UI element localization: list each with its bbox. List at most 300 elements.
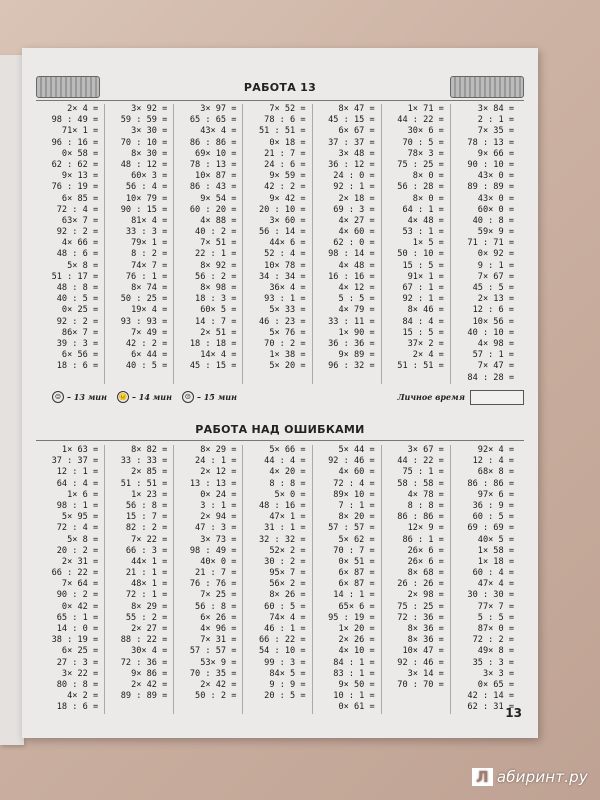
exercise-item: 50 : 10 =: [397, 249, 444, 260]
exercise-item: 76 : 1 =: [125, 271, 168, 282]
exercise-item: 14 : 7 =: [195, 316, 237, 327]
exercise-item: 21 : 7 =: [264, 148, 306, 159]
exercise-item: 84 : 28 =: [467, 372, 514, 383]
exercise-item: 37 : 37 =: [328, 137, 375, 148]
exercise-item: 9× 54 =: [200, 193, 237, 204]
exercise-item: 92 : 46 =: [397, 657, 444, 668]
exercise-item: 2× 4 =: [412, 350, 444, 361]
exercise-item: 0× 25 =: [61, 305, 99, 316]
exercise-item: 57 : 1 =: [472, 350, 514, 361]
exercise-item: 14 : 0 =: [56, 624, 99, 634]
exercise-item: 26× 6 =: [407, 556, 444, 567]
section1-header: [36, 76, 524, 98]
exercise-item: 70 : 2 =: [264, 338, 306, 349]
exercise-item: 92 : 2 =: [56, 316, 99, 327]
exercise-item: 8× 92 =: [200, 260, 237, 271]
exercise-item: 80 : 8 =: [56, 679, 99, 690]
exercise-item: 74× 4 =: [269, 612, 306, 623]
exercise-item: 92 : 1 =: [402, 294, 444, 305]
exercise-item: 44× 1 =: [131, 556, 168, 567]
exercise-item: 90 : 2 =: [56, 590, 99, 601]
exercise-item: 9 : 9 =: [269, 679, 306, 690]
smile-face-icon: ☺: [52, 391, 64, 403]
exercise-item: 96 : 16 =: [51, 137, 99, 148]
exercise-item: 9× 59 =: [269, 171, 306, 182]
exercise-item: 20 : 10 =: [258, 204, 306, 215]
exercise-item: 4× 79 =: [338, 305, 375, 316]
sad-face-icon: ☹: [182, 391, 194, 403]
workbook-page: [22, 48, 538, 738]
exercise-item: 3 : 1 =: [200, 500, 237, 511]
exercise-item: 4× 27 =: [338, 215, 375, 226]
exercise-item: 37 : 37 =: [51, 456, 99, 467]
exercise-item: 1× 18 =: [477, 556, 514, 567]
exercise-item: 45 : 15 =: [328, 115, 375, 126]
exercise-item: 57 : 57 =: [328, 523, 375, 534]
exercise-item: 36× 4 =: [269, 283, 306, 293]
exercise-item: 2× 18 =: [338, 193, 375, 204]
exercise-item: 0× 18 =: [269, 137, 306, 148]
exercise-item: 64 : 1 =: [402, 204, 444, 215]
exercise-item: 60× 0 =: [477, 204, 514, 215]
exercise-item: 72 : 36 =: [397, 612, 444, 623]
exercise-item: 9× 50 =: [338, 679, 375, 690]
exercise-column: [313, 104, 382, 384]
watermark-logo-letter: Л: [472, 768, 493, 786]
exercise-item: 90 : 15 =: [120, 204, 168, 215]
section2-exercises: [36, 445, 520, 714]
exercise-item: 5× 62 =: [338, 534, 375, 545]
exercise-item: 72 : 4 =: [56, 523, 99, 534]
exercise-item: 36 : 36 =: [328, 338, 375, 349]
exercise-item: 6× 26 =: [200, 612, 237, 623]
exercise-item: 10× 79 =: [125, 193, 168, 204]
exercise-column: [243, 445, 312, 714]
exercise-item: 56 : 2 =: [195, 271, 237, 282]
exercise-item: 3× 92 =: [131, 104, 168, 114]
exercise-item: 92 : 1 =: [333, 182, 375, 193]
exercise-item: 7 : 1 =: [338, 500, 375, 511]
exercise-item: 8× 98 =: [200, 283, 237, 293]
exercise-item: 66 : 22 =: [51, 568, 99, 579]
exercise-item: 8 : 8 =: [407, 500, 444, 511]
page-number: 13: [505, 706, 522, 720]
exercise-item: 89 : 89 =: [120, 691, 168, 702]
exercise-item: 8× 47 =: [338, 104, 375, 114]
exercise-item: 1× 90 =: [338, 327, 375, 338]
exercise-item: 60× 5 =: [200, 305, 237, 316]
exercise-item: 86 : 86 =: [189, 137, 237, 148]
exercise-item: 40 : 10 =: [467, 327, 514, 338]
exercise-item: 60 : 20 =: [189, 204, 237, 215]
exercise-item: 24 : 1 =: [195, 456, 237, 467]
exercise-item: 47× 1 =: [269, 512, 306, 523]
exercise-item: 57 : 57 =: [189, 646, 237, 657]
exercise-item: 7× 25 =: [200, 590, 237, 601]
exercise-item: 70 : 7 =: [333, 545, 375, 556]
exercise-item: 70 : 10 =: [120, 137, 168, 148]
exercise-item: 44 : 22 =: [397, 115, 444, 126]
exercise-item: 7× 64 =: [61, 579, 99, 590]
exercise-item: 60× 3 =: [131, 171, 168, 182]
exercise-item: 2× 13 =: [477, 294, 514, 305]
divider: [36, 440, 524, 441]
exercise-item: 1× 38 =: [269, 350, 306, 361]
exercise-column: [174, 445, 243, 714]
exercise-item: 89 : 89 =: [467, 182, 514, 193]
exercise-item: 6× 25 =: [61, 646, 99, 657]
exercise-item: 4× 20 =: [269, 467, 306, 478]
exercise-item: 2 : 1 =: [477, 115, 514, 126]
exercise-item: 75 : 25 =: [397, 159, 444, 170]
exercise-item: 48 : 6 =: [56, 249, 99, 260]
exercise-item: 5× 66 =: [269, 445, 306, 455]
exercise-item: 48 : 8 =: [56, 283, 99, 293]
exercise-item: 75 : 25 =: [397, 601, 444, 612]
exercise-item: 95 : 19 =: [328, 612, 375, 623]
exercise-item: 99 : 3 =: [264, 657, 306, 668]
exercise-item: 53× 9 =: [200, 657, 237, 668]
exercise-column: [243, 104, 312, 384]
watermark: [472, 768, 588, 786]
exercise-item: 50 : 2 =: [195, 691, 237, 702]
exercise-item: 87× 0 =: [477, 624, 514, 634]
exercise-item: 59 : 59 =: [120, 115, 168, 126]
exercise-item: 79× 1 =: [131, 238, 168, 249]
exercise-item: 3× 22 =: [61, 668, 99, 679]
exercise-item: 13 : 13 =: [189, 478, 237, 489]
exercise-item: 65 : 1 =: [56, 612, 99, 623]
exercise-item: 96 : 32 =: [328, 361, 375, 372]
exercise-item: 56 : 4 =: [125, 182, 168, 193]
exercise-item: 5× 20 =: [269, 361, 306, 372]
exercise-item: 16 : 16 =: [328, 271, 375, 282]
exercise-item: 30 : 30 =: [467, 590, 514, 601]
exercise-item: 72 : 1 =: [125, 590, 168, 601]
exercise-item: 56 : 14 =: [258, 227, 306, 238]
watermark-text: абиринт.ру: [496, 768, 588, 786]
exercise-item: 62 : 62 =: [51, 159, 99, 170]
exercise-item: 33 : 33 =: [120, 456, 168, 467]
exercise-item: 56× 2 =: [269, 579, 306, 590]
exercise-item: 9× 13 =: [61, 171, 99, 182]
exercise-item: 42 : 14 =: [467, 691, 514, 702]
exercise-item: 9× 66 =: [477, 148, 514, 159]
exercise-item: 5 : 5 =: [477, 612, 514, 623]
exercise-item: 83 : 1 =: [333, 668, 375, 679]
exercise-item: 2× 4 =: [67, 104, 99, 114]
exercise-item: 8× 36 =: [407, 624, 444, 634]
exercise-item: 43× 4 =: [200, 126, 237, 137]
exercise-item: 52× 2 =: [269, 545, 306, 556]
exercise-item: 0× 24 =: [200, 489, 237, 500]
exercise-item: 8× 0 =: [412, 171, 444, 182]
exercise-item: 71 : 71 =: [467, 238, 514, 249]
exercise-item: 9× 86 =: [131, 668, 168, 679]
exercise-item: 8× 46 =: [407, 305, 444, 316]
exercise-item: 8× 29 =: [131, 601, 168, 612]
exercise-item: 62 : 0 =: [333, 238, 375, 249]
exercise-item: 56 : 8 =: [195, 601, 237, 612]
exercise-item: 3× 30 =: [131, 126, 168, 137]
exercise-item: 4× 66 =: [61, 238, 99, 249]
exercise-item: 0× 51 =: [338, 556, 375, 567]
exercise-item: 7× 31 =: [200, 635, 237, 646]
exercise-item: 86 : 1 =: [402, 534, 444, 545]
exercise-item: 68× 8 =: [477, 467, 514, 478]
exercise-item: 51 : 51 =: [258, 126, 306, 137]
exercise-item: 21 : 1 =: [125, 568, 168, 579]
exercise-item: 86 : 43 =: [189, 182, 237, 193]
exercise-item: 1× 58 =: [477, 545, 514, 556]
exercise-item: 8× 0 =: [412, 193, 444, 204]
exercise-item: 5× 8 =: [67, 260, 99, 271]
exercise-column: [36, 445, 105, 714]
exercise-item: 69 : 3 =: [333, 204, 375, 215]
exercise-item: 4× 10 =: [338, 646, 375, 657]
exercise-item: 20 : 5 =: [264, 691, 306, 702]
exercise-item: 36 : 9 =: [472, 500, 514, 511]
exercise-item: 72 : 4 =: [56, 204, 99, 215]
logo-left-icon: [36, 76, 100, 98]
exercise-item: 18 : 3 =: [195, 294, 237, 305]
exercise-item: 26 : 26 =: [397, 579, 444, 590]
exercise-item: 98 : 14 =: [328, 249, 375, 260]
exercise-item: 78× 3 =: [407, 148, 444, 159]
exercise-item: 2× 26 =: [338, 635, 375, 646]
exercise-item: 48 : 16 =: [258, 500, 306, 511]
exercise-item: 48× 1 =: [131, 579, 168, 590]
exercise-item: 38 : 19 =: [51, 635, 99, 646]
exercise-item: 9× 42 =: [269, 193, 306, 204]
exercise-item: 2× 42 =: [131, 679, 168, 690]
exercise-item: 8 : 2 =: [131, 249, 168, 260]
legend-15-min: – 15 мин: [196, 392, 237, 402]
exercise-item: 84 : 1 =: [333, 657, 375, 668]
exercise-item: 44 : 4 =: [264, 456, 306, 467]
exercise-item: 70 : 35 =: [189, 668, 237, 679]
exercise-item: 93 : 93 =: [120, 316, 168, 327]
exercise-item: 40× 5 =: [477, 534, 514, 545]
exercise-item: 1× 20 =: [338, 624, 375, 634]
exercise-item: 12 : 4 =: [472, 456, 514, 467]
exercise-item: 60 : 5 =: [472, 512, 514, 523]
exercise-item: 3× 60 =: [269, 215, 306, 226]
exercise-item: 32 : 32 =: [258, 534, 306, 545]
exercise-item: 98 : 49 =: [189, 545, 237, 556]
exercise-item: 63× 7 =: [61, 215, 99, 226]
legend-14-min: – 14 мин: [131, 392, 172, 402]
exercise-item: 4× 60 =: [338, 227, 375, 238]
exercise-item: 62 : 31 =: [467, 702, 514, 713]
exercise-item: 3× 48 =: [338, 148, 375, 159]
exercise-item: 24 : 6 =: [264, 159, 306, 170]
exercise-item: 72 : 36 =: [120, 657, 168, 668]
exercise-item: 46 : 23 =: [258, 316, 306, 327]
exercise-item: 8× 20 =: [338, 512, 375, 523]
exercise-item: 54 : 10 =: [258, 646, 306, 657]
exercise-item: 33 : 3 =: [125, 227, 168, 238]
exercise-item: 98 : 49 =: [51, 115, 99, 126]
logo-right-icon: [450, 76, 524, 98]
exercise-item: 40 : 5 =: [56, 294, 99, 305]
exercise-item: 59× 9 =: [477, 227, 514, 238]
exercise-item: 18 : 6 =: [56, 361, 99, 372]
exercise-item: 69× 10 =: [195, 148, 237, 159]
exercise-item: 95× 7 =: [269, 568, 306, 579]
exercise-item: 64 : 4 =: [56, 478, 99, 489]
exercise-column: [105, 104, 174, 384]
exercise-column: [313, 445, 382, 714]
exercise-item: 1× 71 =: [407, 104, 444, 114]
section1-title: РАБОТА 13: [243, 80, 317, 94]
exercise-item: 4× 48 =: [338, 260, 375, 271]
exercise-item: 10× 78 =: [264, 260, 306, 271]
exercise-item: 14× 4 =: [200, 350, 237, 361]
exercise-item: 34 : 34 =: [258, 271, 306, 282]
exercise-item: 76 : 76 =: [189, 579, 237, 590]
exercise-item: 2× 27 =: [131, 624, 168, 634]
exercise-item: 46 : 1 =: [264, 624, 306, 634]
exercise-item: 70 : 5 =: [402, 137, 444, 148]
exercise-item: 2× 98 =: [407, 590, 444, 601]
exercise-item: 39 : 3 =: [56, 338, 99, 349]
exercise-item: 2× 51 =: [200, 327, 237, 338]
exercise-item: 9× 89 =: [338, 350, 375, 361]
exercise-item: 84× 5 =: [269, 668, 306, 679]
exercise-item: 65× 6 =: [338, 601, 375, 612]
exercise-item: 36 : 12 =: [328, 159, 375, 170]
exercise-item: 1× 63 =: [61, 445, 99, 455]
exercise-item: 6× 44 =: [131, 350, 168, 361]
exercise-item: 69 : 69 =: [467, 523, 514, 534]
exercise-item: 4× 98 =: [477, 338, 514, 349]
exercise-item: 92 : 2 =: [56, 227, 99, 238]
exercise-item: 2× 12 =: [200, 467, 237, 478]
exercise-item: 74× 7 =: [131, 260, 168, 271]
exercise-item: 70 : 70 =: [397, 679, 444, 690]
exercise-item: 10 : 1 =: [333, 691, 375, 702]
exercise-item: 27 : 3 =: [56, 657, 99, 668]
exercise-item: 42 : 2 =: [264, 182, 306, 193]
exercise-item: 12 : 6 =: [472, 305, 514, 316]
exercise-item: 10× 56 =: [472, 316, 514, 327]
exercise-item: 33 : 11 =: [328, 316, 375, 327]
exercise-item: 7× 49 =: [131, 327, 168, 338]
exercise-item: 45 : 5 =: [472, 283, 514, 293]
exercise-item: 5× 8 =: [67, 534, 99, 545]
exercise-item: 6× 87 =: [338, 579, 375, 590]
exercise-item: 91× 1 =: [407, 271, 444, 282]
exercise-item: 0× 58 =: [61, 148, 99, 159]
exercise-item: 65 : 65 =: [189, 115, 237, 126]
exercise-item: 21 : 7 =: [195, 568, 237, 579]
exercise-column: [451, 104, 520, 384]
exercise-item: 5× 95 =: [61, 512, 99, 523]
personal-time-box[interactable]: [470, 390, 524, 405]
exercise-item: 58 : 58 =: [397, 478, 444, 489]
exercise-item: 7× 51 =: [200, 238, 237, 249]
exercise-item: 76 : 19 =: [51, 182, 99, 193]
exercise-item: 44 : 22 =: [397, 456, 444, 467]
exercise-item: 66 : 22 =: [258, 635, 306, 646]
exercise-item: 51 : 17 =: [51, 271, 99, 282]
exercise-item: 12× 9 =: [407, 523, 444, 534]
exercise-item: 88 : 22 =: [120, 635, 168, 646]
exercise-item: 86× 7 =: [61, 327, 99, 338]
exercise-item: 31 : 1 =: [264, 523, 306, 534]
exercise-item: 56 : 28 =: [397, 182, 444, 193]
exercise-item: 42 : 2 =: [125, 338, 168, 349]
exercise-item: 6× 56 =: [61, 350, 99, 361]
exercise-item: 1× 6 =: [67, 489, 99, 500]
exercise-item: 4× 48 =: [407, 215, 444, 226]
exercise-item: 66 : 3 =: [125, 545, 168, 556]
exercise-item: 30× 6 =: [407, 126, 444, 137]
personal-time-label: Личное время: [397, 392, 465, 402]
exercise-item: 5 : 5 =: [338, 294, 375, 305]
exercise-item: 0× 61 =: [338, 702, 375, 713]
exercise-item: 40 : 5 =: [125, 361, 168, 372]
exercise-item: 78 : 6 =: [264, 115, 306, 126]
exercise-item: 72 : 2 =: [472, 635, 514, 646]
exercise-item: 18 : 6 =: [56, 702, 99, 713]
exercise-item: 47 : 3 =: [195, 523, 237, 534]
exercise-item: 48 : 12 =: [120, 159, 168, 170]
exercise-item: 22 : 1 =: [195, 249, 237, 260]
exercise-item: 90 : 10 =: [467, 159, 514, 170]
exercise-item: 0× 65 =: [477, 679, 514, 690]
exercise-item: 78 : 13 =: [189, 159, 237, 170]
exercise-item: 3× 67 =: [407, 445, 444, 455]
exercise-item: 1× 23 =: [131, 489, 168, 500]
exercise-item: 52 : 4 =: [264, 249, 306, 260]
exercise-column: [382, 104, 451, 384]
exercise-item: 78 : 13 =: [467, 137, 514, 148]
exercise-item: 86 : 86 =: [467, 478, 514, 489]
exercise-item: 93 : 1 =: [264, 294, 306, 305]
exercise-item: 84 : 4 =: [402, 316, 444, 327]
exercise-item: 20 : 2 =: [56, 545, 99, 556]
exercise-item: 92× 4 =: [477, 445, 514, 455]
exercise-item: 49× 8 =: [477, 646, 514, 657]
exercise-item: 75 : 1 =: [402, 467, 444, 478]
exercise-item: 8× 30 =: [131, 148, 168, 159]
exercise-item: 2× 85 =: [131, 467, 168, 478]
exercise-item: 77× 7 =: [477, 601, 514, 612]
exercise-item: 51 : 51 =: [120, 478, 168, 489]
exercise-item: 8× 36 =: [407, 635, 444, 646]
exercise-item: 92 : 46 =: [328, 456, 375, 467]
section1-exercises: [36, 104, 520, 384]
exercise-item: 89× 10 =: [333, 489, 375, 500]
exercise-item: 1× 5 =: [412, 238, 444, 249]
exercise-item: 10× 47 =: [402, 646, 444, 657]
exercise-item: 82 : 2 =: [125, 523, 168, 534]
exercise-item: 15 : 5 =: [402, 260, 444, 271]
exercise-item: 40 : 8 =: [472, 215, 514, 226]
exercise-item: 24 : 0 =: [333, 171, 375, 182]
time-legend: [52, 388, 524, 406]
exercise-item: 2× 94 =: [200, 512, 237, 523]
exercise-item: 3× 84 =: [477, 104, 514, 114]
exercise-item: 7× 47 =: [477, 361, 514, 372]
exercise-item: 8× 82 =: [131, 445, 168, 455]
exercise-item: 44× 6 =: [269, 238, 306, 249]
exercise-item: 18 : 18 =: [189, 338, 237, 349]
exercise-column: [451, 445, 520, 714]
exercise-item: 4× 60 =: [338, 467, 375, 478]
